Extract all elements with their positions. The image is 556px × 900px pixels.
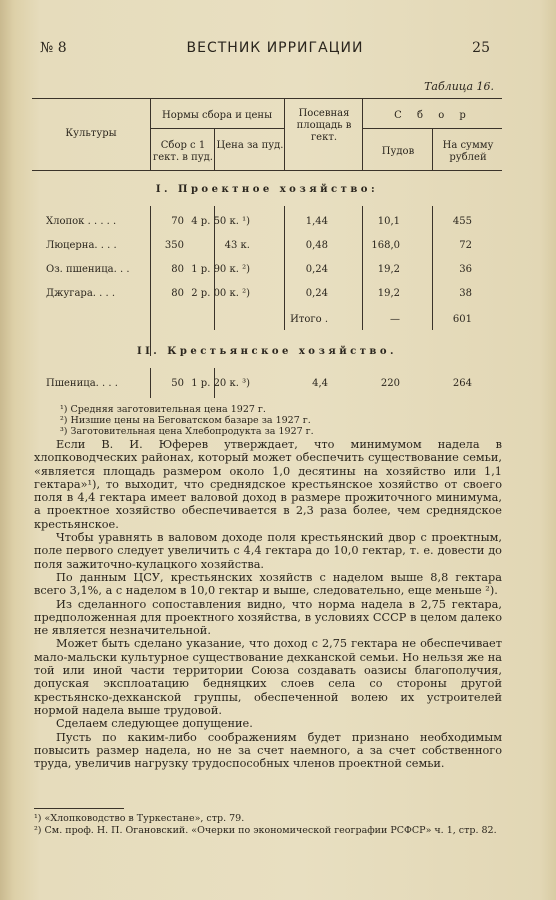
- paragraph: Сделаем следующее допущение.: [56, 717, 253, 731]
- page-footnote: ¹) «Хлопководство в Туркестане», стр. 79.: [34, 813, 245, 824]
- table-row: Пшеница. . . . 50 1 р. 20 к. ³) 4,4 220 264: [46, 378, 472, 389]
- header-harvest: С б о р: [394, 110, 472, 121]
- table-row: Оз. пшеница. . . 80 1 р. 90 к. ²) 0,24 19,2 36: [46, 264, 472, 275]
- page-number: 25: [472, 40, 490, 56]
- running-header: [40, 40, 490, 62]
- table-caption: Таблица 16.: [424, 80, 494, 93]
- header-norms: Нормы сбора и цены: [161, 110, 273, 121]
- footnote-divider: [34, 808, 124, 809]
- paragraph: По данным ЦСУ, крестьянских хозяйств с наделом выше 8,8 гектара всего 3,1%, а с наделом в 10,0 гектар и выше, следовательно, еще меньше ²).: [34, 570, 502, 598]
- paragraph: Пусть по каким-либо соображениям будет признано необходимым повысить размер надела, но не за счет наемного, а за счет собственного труда, увеличив нагрузку трудоспособных членов проектной семьи.: [34, 730, 502, 771]
- table-footnote: ²) Низшие цены на Беговатском базаре за 1927 г.: [60, 415, 311, 426]
- table-row: Джугара. . . . 80 2 р. 00 к. ²) 0,24 19,2 38: [46, 288, 472, 299]
- issue-number: № 8: [40, 40, 67, 56]
- table-total-row: Итого . — 601: [290, 314, 472, 325]
- header-norm-yield: Сбор с 1 гект. в пуд.: [153, 140, 213, 163]
- journal-title: ВЕСТНИК ИРРИГАЦИИ: [186, 40, 364, 56]
- section-peasant-farm: II. Крестьянское хозяйство.: [136, 346, 398, 357]
- table-footnote: ³) Заготовительная цена Хлебопродукта за 1927 г.: [60, 426, 314, 437]
- article-body: [34, 438, 502, 770]
- header-sum: На сумму рублей: [442, 140, 494, 163]
- table-footnote: ¹) Средняя заготовительная цена 1927 г.: [60, 404, 266, 415]
- paragraph: Если В. И. Юферев утверждает, что минимумом надела в хлопководческих районах, который может обеспечить существование семьи, «является площадь размером около 1,0 десятины на хозяйство или 1,1 гектара»¹), то выходит, что среднядское крестьянское хозяйство от своего поля в 4,4 гектара имеет валовой доход в размере прожиточного минимума, а проектное хозяйство обеспечивается в 2,3 раза более, чем среднядское крестьянское.: [34, 438, 502, 531]
- table-row: Хлопок . . . . . 70 4 р. 50 к. ¹) 1,44 10,1 455: [46, 216, 472, 227]
- header-area: Посевная площадь в гект.: [296, 108, 352, 143]
- page-footnote: ²) См. проф. Н. П. Огановский. «Очерки по экономической географии РСФСР» ч. 1, стр. 82.: [34, 825, 497, 836]
- paragraph: Из сделанного сопоставления видно, что норма надела в 2,75 гектара, предположенная для проектного хозяйства, в условиях СССР в целом далеко не является незначительной.: [34, 597, 502, 638]
- paragraph: Чтобы уравнять в валовом доходе поля крестьянский двор с проектным, поле первого следует увеличить с 4,4 гектара до 10,0 гектар, т. е. довести до поля зажиточно-кулацкого хозяйства.: [34, 531, 502, 571]
- header-price: Цена за пуд.: [216, 140, 284, 151]
- harvest-table: [32, 98, 502, 400]
- table-row: Люцерна. . . . 350 43 к. 0,48 168,0 72: [46, 240, 472, 251]
- section-project-farm: I. Проектное хозяйство:: [155, 184, 379, 195]
- header-poods: Пудов: [381, 146, 415, 157]
- header-culture: Культуры: [65, 128, 117, 139]
- paragraph: Может быть сделано указание, что доход с 2,75 гектара не обеспечивает мало-мальски культурное существование дехканской семьи. Но нельзя же на той или иной части территории Союза создавать оазисы благополучия, допуская эксплоатацию бедняцких слоев села со стороны другой крестьянско-дехканской группы, обеспеченной волею их устроителей нормой надела выше трудовой.: [34, 637, 502, 717]
